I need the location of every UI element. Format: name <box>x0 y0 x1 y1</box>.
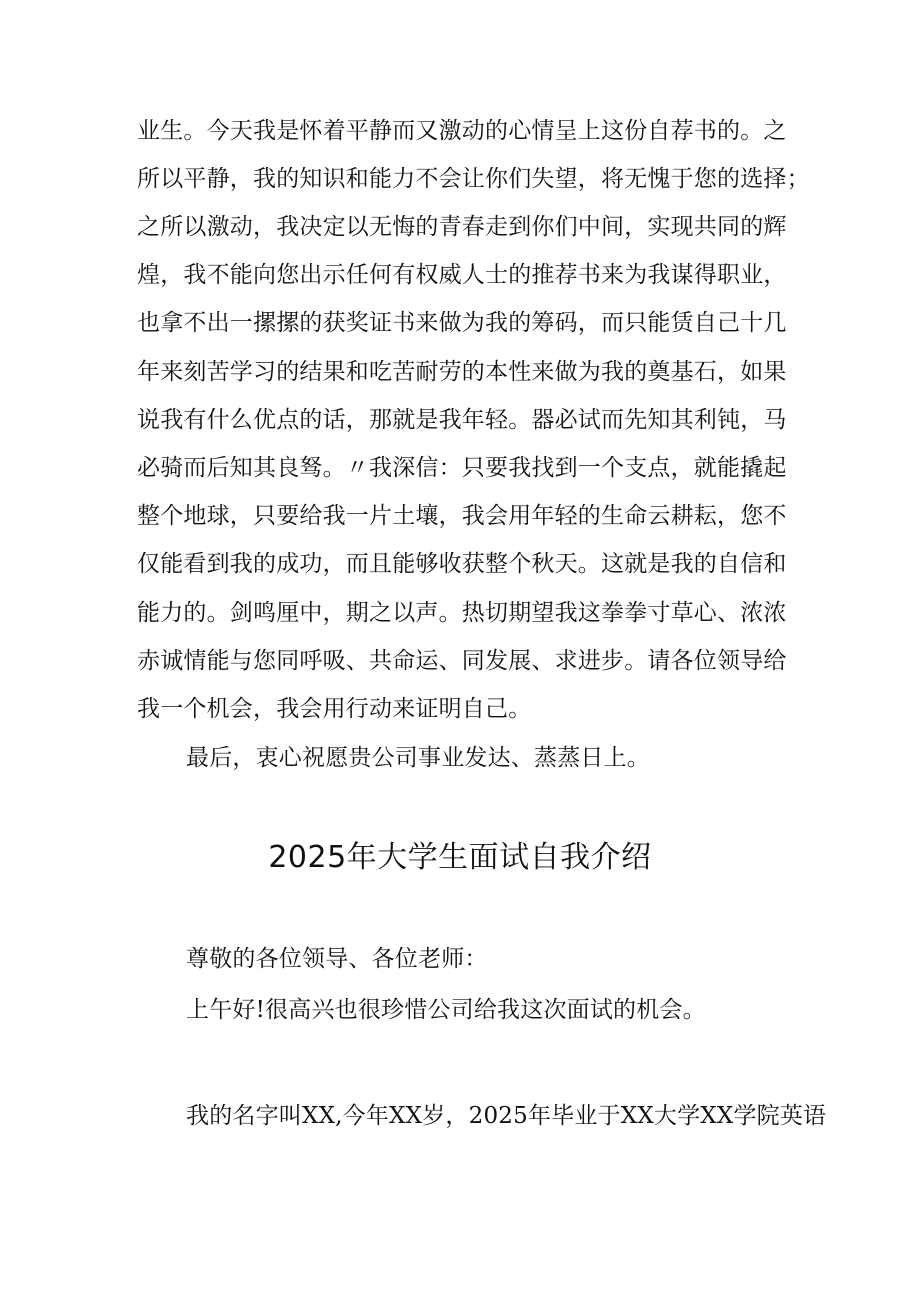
paragraph-line: 必骑而后知其良驽。〃我深信：只要我找到一个支点，就能撬起 <box>137 455 787 481</box>
greeting: 尊敬的各位领导、各位老师： <box>186 946 488 972</box>
closing-wish: 最后，衷心祝愿贵公司事业发达、蒸蒸日上。 <box>186 745 650 771</box>
paragraph-line: 煌，我不能向您出示任何有权威人士的推荐书来为我谋得职业， <box>137 262 787 288</box>
paragraph-line: 年来刻苦学习的结果和吃苦耐劳的本性来做为我的奠基石，如果 <box>137 359 787 385</box>
self-intro-line: 我的名字叫XX,今年XX岁，2025年毕业于XX大学XX学院英语 <box>186 1103 827 1129</box>
paragraph-line: 业生。今天我是怀着平静而又激动的心情呈上这份自荐书的。之 <box>137 118 787 144</box>
paragraph-line: 仅能看到我的成功，而且能够收获整个秋天。这就是我的自信和 <box>137 551 787 577</box>
paragraph-line: 说我有什么优点的话，那就是我年轻。器必试而先知其利钝，马 <box>137 407 787 433</box>
paragraph-line: 也拿不出一摞摞的获奖证书来做为我的筹码，而只能赁自己十几 <box>137 310 787 336</box>
paragraph-line: 之所以激动，我决定以无悔的青春走到你们中间，实现共同的辉 <box>137 214 787 240</box>
paragraph-line: 整个地球，只要给我一片土壤，我会用年轻的生命云耕耘，您不 <box>137 503 787 529</box>
paragraph-line: 赤诚情能与您同呼吸、共命运、同发展、求进步。请各位领导给 <box>137 648 787 674</box>
section-title: 2025年大学生面试自我介绍 <box>268 840 652 875</box>
paragraph-line: 能力的。剑鸣厘中，期之以声。热切期望我这拳拳寸草心、浓浓 <box>137 600 787 626</box>
paragraph-line: 所以平静，我的知识和能力不会让你们失望，将无愧于您的选择； <box>137 166 810 192</box>
salutation: 上午好!很高兴也很珍惜公司给我这次面试的机会。 <box>186 997 706 1023</box>
paragraph-line: 我一个机会，我会用行动来证明自己。 <box>137 696 532 722</box>
